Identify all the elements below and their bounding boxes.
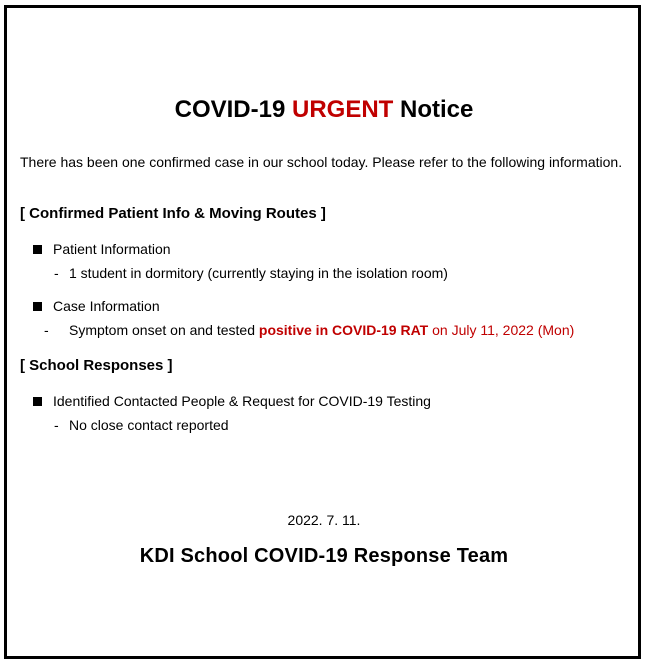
section-heading-patient-info: [ Confirmed Patient Info & Moving Routes ]	[20, 205, 326, 222]
list-item: Patient Information	[33, 241, 171, 257]
dash: -	[54, 417, 59, 433]
square-bullet-icon	[33, 397, 42, 406]
positive-result: positive in COVID-19 RAT	[258, 322, 429, 338]
intro-text: There has been one confirmed case in our school today. Please refer to the following information.	[20, 154, 623, 170]
list-item: Case Information	[33, 298, 160, 314]
sub-item: - Symptom onset on and tested positive in COVID-19 RAT on July 11, 2022 (Mon)	[44, 322, 575, 338]
square-bullet-icon	[33, 245, 42, 254]
sub-item: - No close contact reported	[54, 417, 229, 433]
notice-date: 2022. 7. 11.	[287, 512, 361, 528]
page-title: COVID-19 URGENT Notice	[174, 96, 474, 123]
test-date: on July 11, 2022 (Mon)	[428, 322, 575, 338]
section-heading-school-responses: [ School Responses ]	[20, 357, 173, 374]
square-bullet-icon	[33, 302, 42, 311]
dash: -	[44, 322, 49, 338]
sub-item: - 1 student in dormitory (currently staying in the isolation room)	[54, 265, 448, 281]
signature-team: KDI School COVID-19 Response Team	[139, 545, 509, 567]
list-item: Identified Contacted People & Request for COVID-19 Testing	[33, 393, 431, 409]
urgent-label: URGENT	[292, 96, 394, 123]
dash: -	[54, 265, 59, 281]
